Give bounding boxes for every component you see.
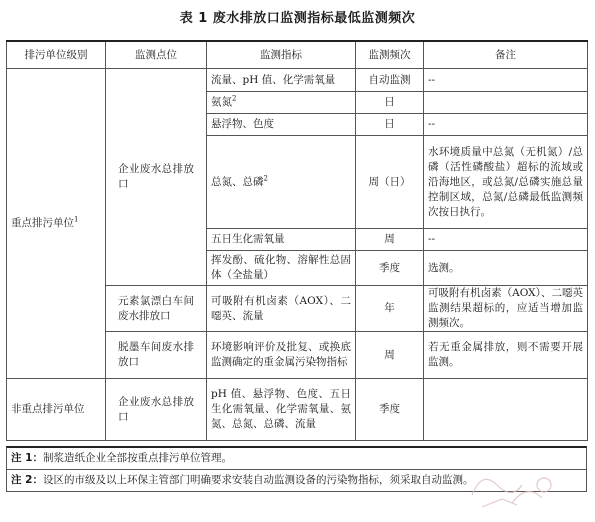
indicator-text: 氨氮	[211, 96, 232, 108]
table-notes	[6, 446, 587, 492]
unit-nonkey-cell: 非重点排污单位	[7, 379, 106, 441]
indicator-cell: 挥发酚、硫化物、溶解性总固体（全盐量）	[207, 251, 356, 286]
remark-cell: 可吸附有机卤素（AOX）、二噁英监测结果超标的，应适当增加监测频次。	[424, 286, 588, 332]
frequency-cell: 年	[356, 286, 424, 332]
table-title: 表 1 废水排放口监测指标最低监测频次	[179, 11, 416, 26]
frequency-cell: 周	[356, 332, 424, 379]
remark-cell: 选测。	[424, 251, 588, 286]
point-total2-cell: 企业废水总排放口	[106, 379, 207, 441]
frequency-cell: 日	[356, 92, 424, 114]
remark-cell: --	[424, 229, 588, 251]
frequency-cell: 日	[356, 114, 424, 136]
point-deink-cell: 脱墨车间废水排放口	[106, 332, 207, 379]
remark-cell: --	[424, 114, 588, 136]
unit-key-sup: 1	[74, 215, 79, 224]
indicator-cell: 悬浮物、色度	[207, 114, 356, 136]
header-monitoring-point: 监测点位	[106, 41, 207, 69]
remark-cell: 若无重金属排放，则不需要开展监测。	[424, 332, 588, 379]
indicator-cell	[207, 136, 356, 229]
note-label: 注 1：	[11, 452, 43, 464]
note-2	[6, 470, 587, 492]
note-text: 设区的市级及以上环保主管部门明确要求安装自动监测设备的污染物指标，须采取自动监测。	[42, 474, 474, 486]
monitoring-table	[6, 40, 588, 441]
indicator-text: 总氮、总磷	[211, 175, 264, 188]
indicator-cell: 环境影响评价及批复、或换底监测确定的重金属污染物指标	[207, 332, 356, 379]
note-1	[6, 446, 587, 470]
indicator-cell: pH 值、悬浮物、色度、五日生化需氧量、化学需氧量、氨氮、总氮、总磷、流量	[207, 379, 356, 441]
indicator-cell	[207, 92, 356, 114]
point-total-cell: 企业废水总排放口	[106, 69, 207, 286]
indicator-cell: 五日生化需氧量	[207, 229, 356, 251]
header-remark: 备注	[424, 41, 588, 69]
unit-key-label: 重点排污单位	[11, 217, 74, 229]
frequency-cell: 周	[356, 229, 424, 251]
indicator-sup: 2	[232, 94, 237, 103]
table-row	[7, 69, 588, 92]
header-frequency: 监测频次	[356, 41, 424, 69]
header-indicator: 监测指标	[207, 41, 356, 69]
indicator-cell: 可吸附有机卤素（AOX）、二噁英、流量	[207, 286, 356, 332]
remark-cell	[424, 92, 588, 114]
frequency-cell: 自动监测	[356, 69, 424, 92]
frequency-cell: 季度	[356, 379, 424, 441]
remark-cell: 水环境质量中总氮（无机氮）/总磷（活性磷酸盐）超标的流域或沿海地区，或总氮/总磷实施总量控制区域，总氮/总磷最低监测频次按日执行。	[424, 136, 588, 229]
indicator-cell: 流量、pH 值、化学需氧量	[207, 69, 356, 92]
header-unit-level: 排污单位级别	[7, 41, 106, 69]
point-bleach-cell: 元素氯漂白车间废水排放口	[106, 286, 207, 332]
note-text: 制浆造纸企业全部按重点排污单位管理。	[42, 452, 232, 464]
indicator-sup: 2	[263, 174, 268, 182]
note-label: 注 2：	[11, 474, 43, 486]
frequency-cell: 周（日）	[356, 136, 424, 229]
frequency-cell: 季度	[356, 251, 424, 286]
remark-cell	[424, 379, 588, 441]
unit-key-cell	[7, 69, 106, 379]
header-row	[7, 41, 588, 69]
remark-cell: --	[424, 69, 588, 92]
table-row	[7, 379, 588, 441]
